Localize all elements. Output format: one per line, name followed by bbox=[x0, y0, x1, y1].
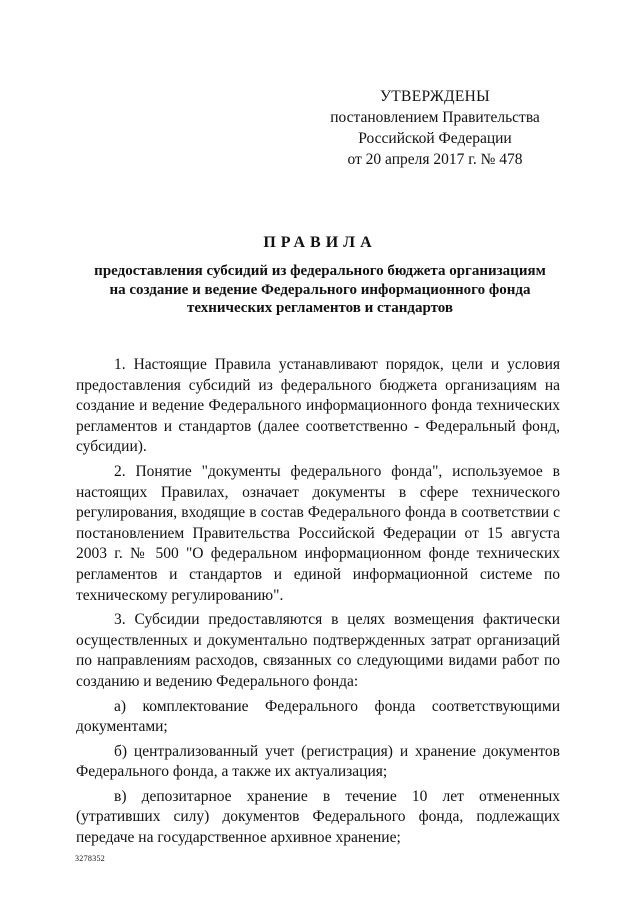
paragraph-item-b: б) централизованный учет (регистрация) и хранение документов Федерального фонда, а также их актуализация; bbox=[76, 742, 560, 781]
subtitle-line-1: предоставления субсидий из федерального бюджета организациям bbox=[94, 263, 546, 279]
approval-line-3: от 20 апреля 2017 г. № 478 bbox=[347, 151, 523, 168]
approval-heading: УТВЕРЖДЕНЫ bbox=[380, 88, 490, 105]
paragraph-item-a: а) комплектование Федерального фонда соответствующими документами; bbox=[76, 697, 560, 736]
subtitle-line-2: на создание и ведение Федерального информационного фонда bbox=[109, 281, 531, 298]
paragraph-item-c: в) депозитарное хранение в течение 10 лет отмененных (утративших силу) документов Федерального фонда, подлежащих передаче на государственное архивное хранение; bbox=[76, 787, 560, 847]
document-subtitle bbox=[60, 262, 580, 318]
document-body bbox=[76, 355, 560, 853]
approval-line-2: Российской Федерации bbox=[358, 130, 512, 147]
subtitle-line-3: технических регламентов и стандартов bbox=[186, 300, 453, 316]
paragraph-1: 1. Настоящие Правила устанавливают порядок, цели и условия предоставления субсидий из федерального бюджета организациям на создание и ведение Федерального информационного фонда технических регламентов и стандартов (далее соответственно - Федеральный фонд, субсидии). bbox=[76, 356, 560, 456]
document-title: ПРАВИЛА bbox=[263, 234, 377, 251]
footer-document-code: 3278352 bbox=[75, 854, 106, 863]
approval-line-1: постановлением Правительства bbox=[330, 109, 540, 126]
paragraph-3: 3. Субсидии предоставляются в целях возмещения фактически осуществленных и документально подтвержденных затрат организаций по направлениям расходов, связанных со следующими видами работ по созданию и ведению Федерального фонда: bbox=[76, 611, 560, 690]
paragraph-2: 2. Понятие "документы федерального фонда", используемое в настоящих Правилах, означает документы в сфере технического регулирования, входящие в состав Федерального фонда в соответствии с постановлением Правительства Российской Федерации от 15 августа 2003 г. № 500 "О федеральном информационном фонде технических регламентов и стандартов и единой информационной системе по техническому регулированию". bbox=[76, 462, 560, 604]
approval-block bbox=[330, 86, 540, 170]
